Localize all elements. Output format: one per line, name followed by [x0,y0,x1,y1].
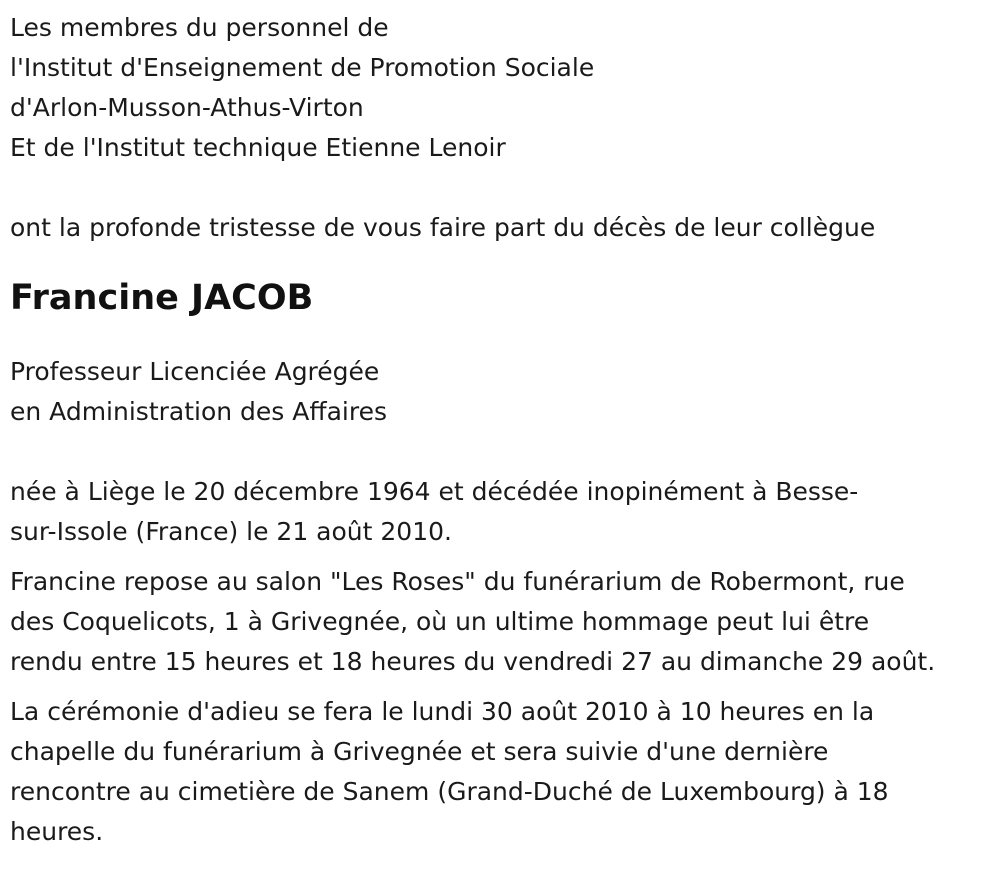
title-line: en Administration des Affaires [10,397,388,426]
spacer [10,248,1000,268]
spacer [10,552,1000,562]
paragraph-line: chapelle du funérarium à Grivegnée et sera suivie d'une dernière [10,737,829,766]
paragraph-line: sur-Issole (France) le 21 août 2010. [10,517,452,546]
spacer [10,328,1000,352]
sender-line: d'Arlon-Musson-Athus-Virton [10,93,364,122]
paragraph-line: heures. [10,817,104,846]
announcement-text: ont la profonde tristesse de vous faire part du décès de leur collègue [10,213,876,242]
spacer [10,682,1000,692]
sender-block [10,8,1000,168]
paragraph-line: des Coquelicots, 1 à Grivegnée, où un ultime hommage peut lui être [10,607,870,636]
paragraph-line: La cérémonie d'adieu se fera le lundi 30 août 2010 à 10 heures en la [10,697,875,726]
title-line: Professeur Licenciée Agrégée [10,357,380,386]
deceased-name: Francine JACOB [10,278,314,318]
sender-line: Et de l'Institut technique Etienne Lenoir [10,133,506,162]
birth-death-paragraph [10,472,985,552]
paragraph-line: née à Liège le 20 décembre 1964 et décédée inopinément à Besse- [10,477,859,506]
ceremony-paragraph [10,692,985,852]
deceased-title [10,352,1000,432]
spacer [10,432,1000,472]
repose-paragraph [10,562,985,682]
spacer [10,168,1000,208]
sender-line: l'Institut d'Enseignement de Promotion Sociale [10,53,595,82]
sender-line: Les membres du personnel de [10,13,389,42]
paragraph-line: rendu entre 15 heures et 18 heures du vendredi 27 au dimanche 29 août. [10,647,936,676]
paragraph-line: rencontre au cimetière de Sanem (Grand-Duché de Luxembourg) à 18 [10,777,889,806]
paragraph-line: Francine repose au salon "Les Roses" du funérarium de Robermont, rue [10,567,905,596]
